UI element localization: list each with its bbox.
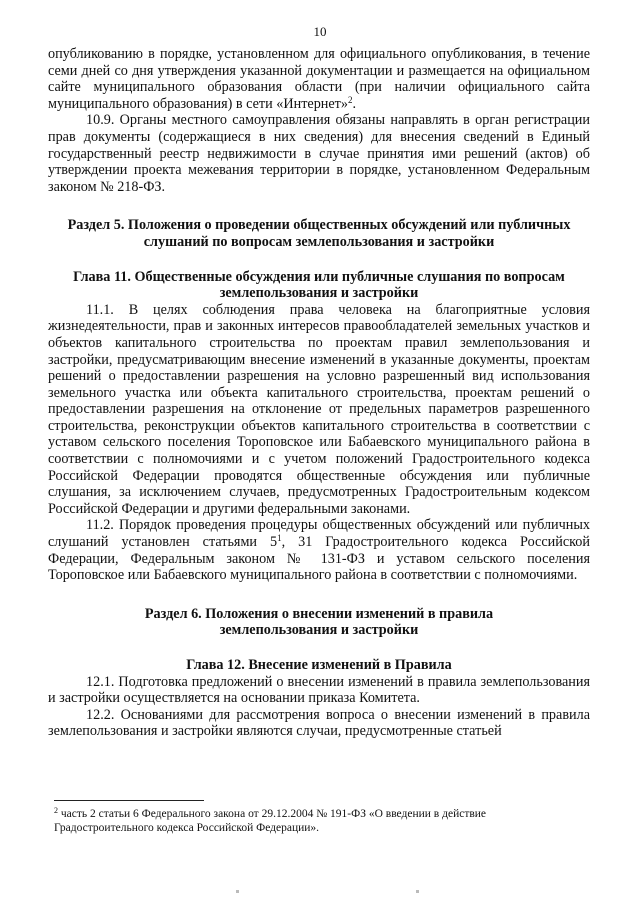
footnote-number: 2: [54, 806, 58, 815]
footnote-reference: 2: [347, 94, 353, 105]
paragraph-12-2: 12.2. Основаниями для рассмотрения вопроса о внесении изменений в правила землепользования и застройки являются случаи, предусмотренные статьей: [48, 706, 590, 740]
document-body: [48, 46, 590, 740]
section-6-title-line2: землепользования и застройки: [219, 622, 419, 639]
paragraph-11-2-text-b: , 31 Градостроительного кодекса Российской Федерации, Федеральным законом № 131-ФЗ и уставом сельского поселения Тороповское или Бабаевского муниципального района в соответствии с полномочиями.: [48, 534, 590, 584]
scan-mark: [416, 890, 419, 893]
section-6-title: [48, 606, 590, 639]
paragraph-11-2-text-a: 11.2. Порядок проведения процедуры общественных обсуждений или публичных слушаний установлен статьями 5: [48, 517, 590, 551]
section-5-title-line1: Раздел 5. Положения о проведении общественных обсуждений или публичных: [67, 217, 571, 234]
chapter-12-title: Глава 12. Внесение изменений в Правила: [186, 657, 452, 673]
paragraph-continuation: [48, 46, 590, 112]
paragraph-end: .: [352, 95, 357, 112]
paragraph-10-9: 10.9. Органы местного самоуправления обязаны направлять в орган регистрации прав документы (содержащиеся в них сведения) для внесения сведений в Единый государственный реестр недвижимости в случае принятия ими решений (актов) об утверждении проекта межевания территории в порядке, установленном Федеральным законом № 218-ФЗ.: [48, 112, 590, 195]
chapter-11-title-line2: землепользования и застройки: [219, 285, 419, 302]
paragraph-12-1: 12.1. Подготовка предложений о внесении изменений в правила землепользования и застройки осуществляется на основании приказа Комитета.: [48, 673, 590, 707]
scan-mark: [236, 890, 239, 893]
section-6-title-line1: Раздел 6. Положения о внесении изменений в правила: [144, 605, 494, 622]
paragraph-11-2: [48, 517, 590, 583]
section-5-title: [48, 217, 590, 250]
footnote-divider: [54, 800, 204, 801]
superscript-1: 1: [277, 533, 282, 544]
footnote-text: часть 2 статьи 6 Федерального закона от 29.12.2004 № 191-ФЗ «О введении в действие Градостроительного кодекса Российской Федерации».: [54, 808, 487, 834]
chapter-11-title-line1: Глава 11. Общественные обсуждения или публичные слушания по вопросам: [73, 268, 565, 285]
section-5-title-line2: слушаний по вопросам землепользования и застройки: [143, 233, 495, 250]
chapter-11-title: [48, 269, 590, 302]
paragraph-11-1: 11.1. В целях соблюдения права человека на благоприятные условия жизнедеятельности, прав и законных интересов правообладателей земельных участков и объектов капитального строительства по проектам правил землепользования и застройки, предусматривающим внесение изменений в указанные документы, проектам решений о предоставлении разрешения на условно разрешенный вид использования земельного участка или объекта капитального строительства, проектам решений о предоставлении разрешения на отклонение от предельных параметров разрешенного строительства, реконструкции объектов капитального строительства в соответствии с уставом сельского поселения Тороповское или Бабаевского муниципального района в соответствии с полномочиями и с учетом положений Градостроительного кодекса Российской Федерации проводятся общественные обсуждения или публичные слушания, за исключением случаев, предусмотренных Градостроительным кодексом Российской Федерации и другими федеральными законами.: [48, 301, 590, 517]
footnote: [54, 807, 574, 835]
paragraph-text: опубликованию в порядке, установленном для официального опубликования, в течение семи дней со дня утверждения указанной документации и размещается на официальном сайте муниципального образования области (при наличии официального сайта муниципального образования) в сети «Интернет»: [48, 46, 590, 112]
page-number: 10: [313, 24, 327, 39]
